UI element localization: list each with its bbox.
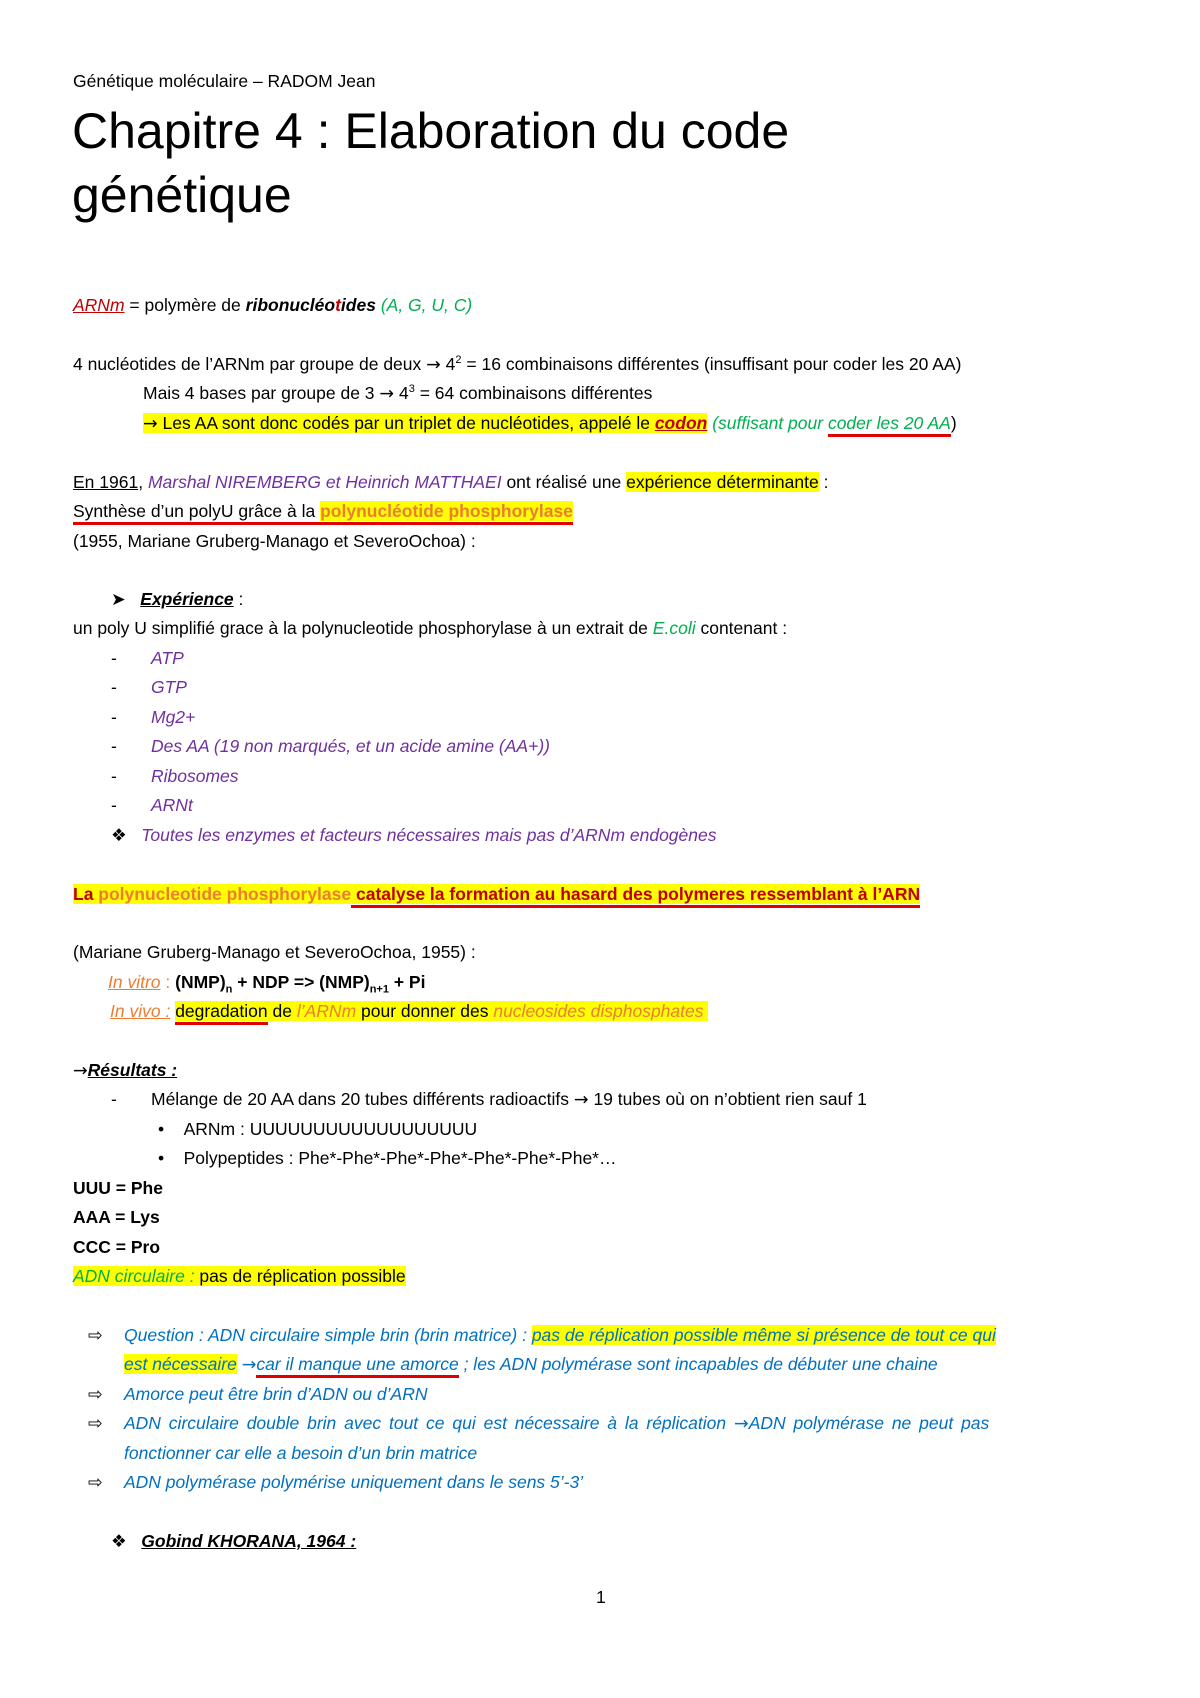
results-polypeptides: • Polypeptides : Phe*-Phe*-Phe*-Phe*-Phe*-Phe*-Phe*… xyxy=(158,1148,617,1168)
chevron-icon: ➤ xyxy=(111,590,126,610)
arrow-icon: → xyxy=(241,1355,257,1375)
list-item: - ATP xyxy=(111,648,184,668)
list-item: - Des AA (19 non marqués, et un acide amine (AA+)) xyxy=(111,736,550,756)
arrow-icon: → xyxy=(426,355,441,375)
results-mix: - Mélange de 20 AA dans 20 tubes différents radioactifs → 19 tubes où on n’obtient rien sauf 1 xyxy=(111,1089,867,1110)
note-double-brin xyxy=(88,1412,103,1435)
synthesis-line: Synthèse d’un polyU grâce à la polynucléotide phosphorylase xyxy=(73,500,573,522)
history-line: En 1961, Marshal NIREMBERG et Heinrich MATTHAEI ont réalisé une expérience déterminante : xyxy=(73,472,829,492)
open-arrow-icon: ⇨ xyxy=(88,1326,103,1346)
arrow-icon: → xyxy=(573,1090,589,1110)
open-arrow-icon: ⇨ xyxy=(88,1414,103,1434)
note-amorce xyxy=(88,1383,103,1406)
open-arrow-icon: ⇨ xyxy=(88,1473,103,1493)
groups-line-1: 4 nucléotides de l’ARNm par groupe de deux → $4^2 = 16$ combinaisons différentes (insuffisant pour coder les 20 AA) xyxy=(73,354,962,375)
reaction-reference: (Mariane Gruberg-Manago et SeveroOchoa, 1955) : xyxy=(73,942,476,962)
experience-heading: ➤ Expérience : xyxy=(111,589,244,610)
page-title-line2: génétique xyxy=(72,167,292,223)
diamond-icon: ❖ xyxy=(111,826,127,846)
results-heading: →Résultats : xyxy=(73,1060,178,1081)
groups-line-3: → Les AA sont donc codés par un triplet de nucléotides, appelé le codon (suffisant pour coder les 20 AA) xyxy=(143,412,957,435)
codon-term: codon xyxy=(654,413,708,433)
khorana-heading: ❖ Gobind KHORANA, 1964 : xyxy=(111,1531,357,1552)
in-vitro-line: In vitro : $(NMP)_n$ + NDP => $(NMP)_{n+1} + Pi$ xyxy=(108,972,426,996)
note-amorce-text: Amorce peut être brin d’ADN ou d’ARN xyxy=(124,1384,428,1404)
arrow-icon: → xyxy=(73,1061,88,1081)
diamond-icon: ❖ xyxy=(111,1532,127,1552)
groups-line-2: Mais 4 bases par groupe de $3 \to 4^3 = 64$ combinaisons différentes xyxy=(143,383,653,404)
bullet-icon: • xyxy=(158,1148,165,1168)
note-double-brin-text-2: fonctionner car elle a besoin d’un brin matrice xyxy=(124,1443,478,1463)
adn-circulaire-line: ADN circulaire : pas de réplication possible xyxy=(73,1266,406,1286)
open-arrow-icon: ⇨ xyxy=(88,1385,103,1405)
arnm-definition: ARNm = polymère de ribonucléotides (A, G, U, C) xyxy=(73,295,473,315)
page-title-line1: Chapitre 4 : Elaboration du code xyxy=(72,103,790,159)
list-item: - ARNt xyxy=(111,795,193,815)
enzymes-line: ❖ Toutes les enzymes et facteurs nécessaires mais pas d’ARNm endogènes xyxy=(111,825,717,846)
synthesis-reference: (1955, Mariane Gruberg-Manago et SeveroOchoa) : xyxy=(73,531,476,551)
document-header: Génétique moléculaire – RADOM Jean xyxy=(73,71,376,91)
bullet-icon: • xyxy=(158,1119,165,1139)
note-question xyxy=(88,1324,103,1347)
arrow-icon: → xyxy=(734,1414,749,1434)
arnm-term: ARNm xyxy=(73,295,125,315)
note-question-text-2: est nécessaire →car il manque une amorce ; les ADN polymérase sont incapables de débuter une chaine xyxy=(124,1353,938,1376)
in-vivo-line: In vivo : degradation de l’ARNm pour donner des nucleosides disphosphates xyxy=(110,1000,708,1022)
note-sens xyxy=(88,1471,103,1494)
note-sens-text: ADN polymérase polymérise uniquement dans le sens 5’-3’ xyxy=(124,1472,584,1492)
list-item: - Mg2+ xyxy=(111,707,196,727)
list-item: - GTP xyxy=(111,677,187,697)
list-item: - Ribosomes xyxy=(111,766,239,786)
arrow-icon: → xyxy=(379,384,395,404)
results-arnm: • ARNm : UUUUUUUUUUUUUUUUUU xyxy=(158,1119,478,1139)
catalyse-statement: La polynucleotide phosphorylase catalyse la formation au hasard des polymeres ressemblant à l’ARN xyxy=(73,883,920,905)
codon-uuu: UUU = Phe xyxy=(73,1178,163,1198)
codon-ccc: CCC = Pro xyxy=(73,1237,161,1257)
note-question-text-1: Question : ADN circulaire simple brin (brin matrice) : pas de réplication possible même si présence de tout ce qui xyxy=(124,1325,996,1345)
page-number: 1 xyxy=(596,1587,606,1607)
note-double-brin-text-1: ADN circulaire double brin avec tout ce qui est nécessaire à la réplication →ADN polymérase ne peut pas xyxy=(124,1413,990,1434)
codon-aaa: AAA = Lys xyxy=(73,1207,160,1227)
experience-description: un poly U simplifié grace à la polynucleotide phosphorylase à un extrait de E.coli contenant : xyxy=(73,618,788,638)
arrow-icon: → xyxy=(143,414,158,434)
